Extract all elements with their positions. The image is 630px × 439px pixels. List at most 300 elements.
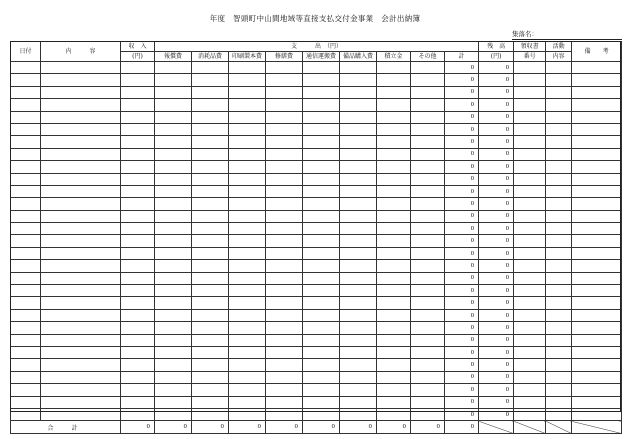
date-cell[interactable] [11, 297, 41, 309]
repair-cell[interactable] [266, 346, 303, 358]
remarks-cell[interactable] [572, 334, 622, 346]
activity-cell[interactable] [546, 86, 572, 98]
communication-cell[interactable] [303, 74, 340, 86]
remarks-cell[interactable] [572, 185, 622, 197]
equipment-cell[interactable] [340, 62, 377, 74]
receipt-cell[interactable] [514, 136, 546, 148]
printing-cell[interactable] [229, 247, 266, 259]
honorarium-cell[interactable] [155, 86, 192, 98]
honorarium-cell[interactable] [155, 198, 192, 210]
communication-cell[interactable] [303, 223, 340, 235]
repair-cell[interactable] [266, 322, 303, 334]
remarks-cell[interactable] [572, 62, 622, 74]
supplies-cell[interactable] [192, 161, 229, 173]
income-cell[interactable] [121, 396, 155, 408]
other-cell[interactable] [411, 322, 445, 334]
repair-cell[interactable] [266, 62, 303, 74]
other-cell[interactable] [411, 74, 445, 86]
honorarium-cell[interactable] [155, 384, 192, 396]
honorarium-cell[interactable] [155, 322, 192, 334]
date-cell[interactable] [11, 74, 41, 86]
reserve-cell[interactable] [377, 247, 411, 259]
supplies-cell[interactable] [192, 223, 229, 235]
receipt-cell[interactable] [514, 74, 546, 86]
remarks-cell[interactable] [572, 272, 622, 284]
equipment-cell[interactable] [340, 198, 377, 210]
income-cell[interactable] [121, 384, 155, 396]
activity-cell[interactable] [546, 173, 572, 185]
remarks-cell[interactable] [572, 148, 622, 160]
repair-cell[interactable] [266, 396, 303, 408]
printing-cell[interactable] [229, 210, 266, 222]
date-cell[interactable] [11, 86, 41, 98]
reserve-cell[interactable] [377, 111, 411, 123]
printing-cell[interactable] [229, 111, 266, 123]
activity-cell[interactable] [546, 185, 572, 197]
other-cell[interactable] [411, 359, 445, 371]
communication-cell[interactable] [303, 260, 340, 272]
content-cell[interactable] [41, 359, 121, 371]
date-cell[interactable] [11, 396, 41, 408]
supplies-cell[interactable] [192, 396, 229, 408]
remarks-cell[interactable] [572, 86, 622, 98]
printing-cell[interactable] [229, 148, 266, 160]
equipment-cell[interactable] [340, 111, 377, 123]
content-cell[interactable] [41, 396, 121, 408]
remarks-cell[interactable] [572, 173, 622, 185]
equipment-cell[interactable] [340, 309, 377, 321]
other-cell[interactable] [411, 99, 445, 111]
other-cell[interactable] [411, 185, 445, 197]
date-cell[interactable] [11, 210, 41, 222]
printing-cell[interactable] [229, 173, 266, 185]
income-cell[interactable] [121, 198, 155, 210]
remarks-cell[interactable] [572, 123, 622, 135]
remarks-cell[interactable] [572, 198, 622, 210]
communication-cell[interactable] [303, 148, 340, 160]
activity-cell[interactable] [546, 384, 572, 396]
reserve-cell[interactable] [377, 334, 411, 346]
content-cell[interactable] [41, 198, 121, 210]
printing-cell[interactable] [229, 384, 266, 396]
content-cell[interactable] [41, 247, 121, 259]
other-cell[interactable] [411, 210, 445, 222]
repair-cell[interactable] [266, 272, 303, 284]
date-cell[interactable] [11, 322, 41, 334]
supplies-cell[interactable] [192, 111, 229, 123]
equipment-cell[interactable] [340, 334, 377, 346]
communication-cell[interactable] [303, 297, 340, 309]
date-cell[interactable] [11, 185, 41, 197]
other-cell[interactable] [411, 173, 445, 185]
equipment-cell[interactable] [340, 297, 377, 309]
honorarium-cell[interactable] [155, 173, 192, 185]
repair-cell[interactable] [266, 334, 303, 346]
date-cell[interactable] [11, 309, 41, 321]
income-cell[interactable] [121, 359, 155, 371]
equipment-cell[interactable] [340, 247, 377, 259]
income-cell[interactable] [121, 247, 155, 259]
printing-cell[interactable] [229, 408, 266, 420]
other-cell[interactable] [411, 62, 445, 74]
printing-cell[interactable] [229, 198, 266, 210]
activity-cell[interactable] [546, 198, 572, 210]
supplies-cell[interactable] [192, 86, 229, 98]
other-cell[interactable] [411, 297, 445, 309]
printing-cell[interactable] [229, 334, 266, 346]
equipment-cell[interactable] [340, 148, 377, 160]
receipt-cell[interactable] [514, 111, 546, 123]
receipt-cell[interactable] [514, 62, 546, 74]
reserve-cell[interactable] [377, 371, 411, 383]
income-cell[interactable] [121, 272, 155, 284]
other-cell[interactable] [411, 123, 445, 135]
activity-cell[interactable] [546, 247, 572, 259]
printing-cell[interactable] [229, 309, 266, 321]
other-cell[interactable] [411, 86, 445, 98]
communication-cell[interactable] [303, 185, 340, 197]
activity-cell[interactable] [546, 123, 572, 135]
income-cell[interactable] [121, 297, 155, 309]
honorarium-cell[interactable] [155, 260, 192, 272]
remarks-cell[interactable] [572, 359, 622, 371]
supplies-cell[interactable] [192, 148, 229, 160]
supplies-cell[interactable] [192, 260, 229, 272]
honorarium-cell[interactable] [155, 148, 192, 160]
printing-cell[interactable] [229, 272, 266, 284]
remarks-cell[interactable] [572, 235, 622, 247]
honorarium-cell[interactable] [155, 235, 192, 247]
reserve-cell[interactable] [377, 285, 411, 297]
activity-cell[interactable] [546, 408, 572, 420]
remarks-cell[interactable] [572, 309, 622, 321]
other-cell[interactable] [411, 396, 445, 408]
activity-cell[interactable] [546, 260, 572, 272]
other-cell[interactable] [411, 334, 445, 346]
equipment-cell[interactable] [340, 384, 377, 396]
printing-cell[interactable] [229, 223, 266, 235]
other-cell[interactable] [411, 346, 445, 358]
reserve-cell[interactable] [377, 396, 411, 408]
equipment-cell[interactable] [340, 260, 377, 272]
date-cell[interactable] [11, 198, 41, 210]
honorarium-cell[interactable] [155, 346, 192, 358]
repair-cell[interactable] [266, 384, 303, 396]
reserve-cell[interactable] [377, 272, 411, 284]
printing-cell[interactable] [229, 235, 266, 247]
receipt-cell[interactable] [514, 384, 546, 396]
other-cell[interactable] [411, 260, 445, 272]
equipment-cell[interactable] [340, 359, 377, 371]
equipment-cell[interactable] [340, 272, 377, 284]
communication-cell[interactable] [303, 111, 340, 123]
communication-cell[interactable] [303, 346, 340, 358]
honorarium-cell[interactable] [155, 285, 192, 297]
reserve-cell[interactable] [377, 161, 411, 173]
other-cell[interactable] [411, 198, 445, 210]
other-cell[interactable] [411, 136, 445, 148]
content-cell[interactable] [41, 136, 121, 148]
content-cell[interactable] [41, 111, 121, 123]
income-cell[interactable] [121, 210, 155, 222]
income-cell[interactable] [121, 185, 155, 197]
reserve-cell[interactable] [377, 62, 411, 74]
date-cell[interactable] [11, 62, 41, 74]
repair-cell[interactable] [266, 260, 303, 272]
reserve-cell[interactable] [377, 148, 411, 160]
receipt-cell[interactable] [514, 297, 546, 309]
activity-cell[interactable] [546, 322, 572, 334]
receipt-cell[interactable] [514, 322, 546, 334]
reserve-cell[interactable] [377, 223, 411, 235]
repair-cell[interactable] [266, 297, 303, 309]
remarks-cell[interactable] [572, 161, 622, 173]
receipt-cell[interactable] [514, 185, 546, 197]
honorarium-cell[interactable] [155, 210, 192, 222]
reserve-cell[interactable] [377, 185, 411, 197]
activity-cell[interactable] [546, 223, 572, 235]
content-cell[interactable] [41, 384, 121, 396]
income-cell[interactable] [121, 322, 155, 334]
reserve-cell[interactable] [377, 123, 411, 135]
date-cell[interactable] [11, 111, 41, 123]
communication-cell[interactable] [303, 334, 340, 346]
communication-cell[interactable] [303, 210, 340, 222]
honorarium-cell[interactable] [155, 334, 192, 346]
supplies-cell[interactable] [192, 408, 229, 420]
income-cell[interactable] [121, 74, 155, 86]
content-cell[interactable] [41, 185, 121, 197]
communication-cell[interactable] [303, 309, 340, 321]
honorarium-cell[interactable] [155, 185, 192, 197]
receipt-cell[interactable] [514, 359, 546, 371]
printing-cell[interactable] [229, 185, 266, 197]
reserve-cell[interactable] [377, 235, 411, 247]
date-cell[interactable] [11, 123, 41, 135]
content-cell[interactable] [41, 297, 121, 309]
reserve-cell[interactable] [377, 210, 411, 222]
reserve-cell[interactable] [377, 384, 411, 396]
equipment-cell[interactable] [340, 408, 377, 420]
communication-cell[interactable] [303, 136, 340, 148]
activity-cell[interactable] [546, 148, 572, 160]
remarks-cell[interactable] [572, 285, 622, 297]
activity-cell[interactable] [546, 309, 572, 321]
other-cell[interactable] [411, 223, 445, 235]
income-cell[interactable] [121, 148, 155, 160]
printing-cell[interactable] [229, 74, 266, 86]
honorarium-cell[interactable] [155, 99, 192, 111]
receipt-cell[interactable] [514, 285, 546, 297]
receipt-cell[interactable] [514, 86, 546, 98]
activity-cell[interactable] [546, 235, 572, 247]
receipt-cell[interactable] [514, 161, 546, 173]
printing-cell[interactable] [229, 62, 266, 74]
equipment-cell[interactable] [340, 136, 377, 148]
repair-cell[interactable] [266, 198, 303, 210]
remarks-cell[interactable] [572, 396, 622, 408]
supplies-cell[interactable] [192, 297, 229, 309]
receipt-cell[interactable] [514, 173, 546, 185]
income-cell[interactable] [121, 173, 155, 185]
reserve-cell[interactable] [377, 173, 411, 185]
printing-cell[interactable] [229, 322, 266, 334]
communication-cell[interactable] [303, 86, 340, 98]
equipment-cell[interactable] [340, 322, 377, 334]
supplies-cell[interactable] [192, 334, 229, 346]
income-cell[interactable] [121, 62, 155, 74]
honorarium-cell[interactable] [155, 62, 192, 74]
printing-cell[interactable] [229, 346, 266, 358]
honorarium-cell[interactable] [155, 297, 192, 309]
remarks-cell[interactable] [572, 408, 622, 420]
receipt-cell[interactable] [514, 99, 546, 111]
remarks-cell[interactable] [572, 111, 622, 123]
activity-cell[interactable] [546, 371, 572, 383]
receipt-cell[interactable] [514, 223, 546, 235]
date-cell[interactable] [11, 334, 41, 346]
date-cell[interactable] [11, 148, 41, 160]
communication-cell[interactable] [303, 285, 340, 297]
equipment-cell[interactable] [340, 346, 377, 358]
communication-cell[interactable] [303, 396, 340, 408]
remarks-cell[interactable] [572, 247, 622, 259]
activity-cell[interactable] [546, 210, 572, 222]
communication-cell[interactable] [303, 99, 340, 111]
equipment-cell[interactable] [340, 123, 377, 135]
repair-cell[interactable] [266, 123, 303, 135]
income-cell[interactable] [121, 346, 155, 358]
receipt-cell[interactable] [514, 123, 546, 135]
content-cell[interactable] [41, 285, 121, 297]
date-cell[interactable] [11, 247, 41, 259]
receipt-cell[interactable] [514, 198, 546, 210]
supplies-cell[interactable] [192, 136, 229, 148]
content-cell[interactable] [41, 260, 121, 272]
equipment-cell[interactable] [340, 223, 377, 235]
supplies-cell[interactable] [192, 198, 229, 210]
date-cell[interactable] [11, 408, 41, 420]
date-cell[interactable] [11, 272, 41, 284]
equipment-cell[interactable] [340, 86, 377, 98]
income-cell[interactable] [121, 309, 155, 321]
remarks-cell[interactable] [572, 136, 622, 148]
content-cell[interactable] [41, 210, 121, 222]
supplies-cell[interactable] [192, 272, 229, 284]
receipt-cell[interactable] [514, 334, 546, 346]
reserve-cell[interactable] [377, 260, 411, 272]
other-cell[interactable] [411, 235, 445, 247]
honorarium-cell[interactable] [155, 161, 192, 173]
income-cell[interactable] [121, 334, 155, 346]
remarks-cell[interactable] [572, 74, 622, 86]
equipment-cell[interactable] [340, 161, 377, 173]
content-cell[interactable] [41, 123, 121, 135]
date-cell[interactable] [11, 346, 41, 358]
income-cell[interactable] [121, 123, 155, 135]
content-cell[interactable] [41, 99, 121, 111]
honorarium-cell[interactable] [155, 136, 192, 148]
content-cell[interactable] [41, 322, 121, 334]
date-cell[interactable] [11, 384, 41, 396]
repair-cell[interactable] [266, 136, 303, 148]
reserve-cell[interactable] [377, 359, 411, 371]
income-cell[interactable] [121, 235, 155, 247]
communication-cell[interactable] [303, 173, 340, 185]
supplies-cell[interactable] [192, 185, 229, 197]
reserve-cell[interactable] [377, 86, 411, 98]
honorarium-cell[interactable] [155, 247, 192, 259]
remarks-cell[interactable] [572, 223, 622, 235]
printing-cell[interactable] [229, 86, 266, 98]
honorarium-cell[interactable] [155, 272, 192, 284]
activity-cell[interactable] [546, 62, 572, 74]
honorarium-cell[interactable] [155, 74, 192, 86]
date-cell[interactable] [11, 285, 41, 297]
content-cell[interactable] [41, 86, 121, 98]
other-cell[interactable] [411, 285, 445, 297]
other-cell[interactable] [411, 408, 445, 420]
honorarium-cell[interactable] [155, 309, 192, 321]
reserve-cell[interactable] [377, 346, 411, 358]
supplies-cell[interactable] [192, 384, 229, 396]
activity-cell[interactable] [546, 396, 572, 408]
honorarium-cell[interactable] [155, 371, 192, 383]
date-cell[interactable] [11, 235, 41, 247]
reserve-cell[interactable] [377, 322, 411, 334]
repair-cell[interactable] [266, 408, 303, 420]
receipt-cell[interactable] [514, 235, 546, 247]
income-cell[interactable] [121, 161, 155, 173]
receipt-cell[interactable] [514, 371, 546, 383]
printing-cell[interactable] [229, 99, 266, 111]
remarks-cell[interactable] [572, 322, 622, 334]
printing-cell[interactable] [229, 260, 266, 272]
receipt-cell[interactable] [514, 260, 546, 272]
supplies-cell[interactable] [192, 359, 229, 371]
supplies-cell[interactable] [192, 123, 229, 135]
remarks-cell[interactable] [572, 99, 622, 111]
receipt-cell[interactable] [514, 247, 546, 259]
communication-cell[interactable] [303, 359, 340, 371]
remarks-cell[interactable] [572, 371, 622, 383]
content-cell[interactable] [41, 223, 121, 235]
supplies-cell[interactable] [192, 285, 229, 297]
income-cell[interactable] [121, 408, 155, 420]
receipt-cell[interactable] [514, 346, 546, 358]
communication-cell[interactable] [303, 235, 340, 247]
printing-cell[interactable] [229, 161, 266, 173]
communication-cell[interactable] [303, 247, 340, 259]
repair-cell[interactable] [266, 247, 303, 259]
honorarium-cell[interactable] [155, 123, 192, 135]
content-cell[interactable] [41, 148, 121, 160]
receipt-cell[interactable] [514, 272, 546, 284]
repair-cell[interactable] [266, 285, 303, 297]
activity-cell[interactable] [546, 285, 572, 297]
reserve-cell[interactable] [377, 99, 411, 111]
communication-cell[interactable] [303, 408, 340, 420]
content-cell[interactable] [41, 309, 121, 321]
other-cell[interactable] [411, 148, 445, 160]
content-cell[interactable] [41, 408, 121, 420]
activity-cell[interactable] [546, 74, 572, 86]
date-cell[interactable] [11, 161, 41, 173]
date-cell[interactable] [11, 359, 41, 371]
activity-cell[interactable] [546, 346, 572, 358]
printing-cell[interactable] [229, 123, 266, 135]
repair-cell[interactable] [266, 359, 303, 371]
